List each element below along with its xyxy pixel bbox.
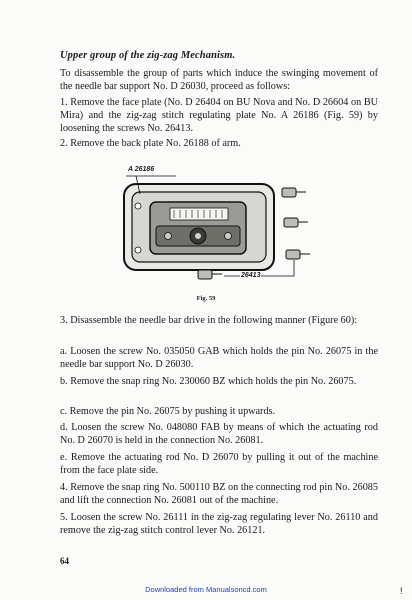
step-1: 1. Remove the face plate (No. D 26404 on BU Nova and No. D 26604 on BU Mira) and the zig-zag stitch regulating plate No. A 26186 (Fig. 59) by loosening the screws No. 26413. xyxy=(60,97,378,135)
figure-label-screw-number: 26413 xyxy=(241,272,261,279)
face-plate-illustration xyxy=(116,164,316,292)
step-3c: c. Remove the pin No. 26075 by pushing it upwards. xyxy=(60,406,276,417)
figure-caption: Fig. 59 xyxy=(196,295,216,302)
step-4: 4. Remove the snap ring No. 500110 BZ on the connecting rod pin No. 26085 and lift the connection No. 26081 out of the machine. xyxy=(60,482,378,507)
section-heading: Upper group of the zig-zag Mechanism. xyxy=(60,50,236,61)
step-3a: a. Loosen the screw No. 035050 GAB which holds the pin No. 26075 in the needle bar support No. D 26030. xyxy=(60,346,378,371)
download-source-link[interactable]: Downloaded from Manualsoncd.com xyxy=(145,585,267,594)
step-5: 5. Loosen the screw No. 26111 in the zig-zag regulating lever No. 26110 and remove the zig-zag stitch control lever No. 26121. xyxy=(60,512,378,537)
figure-label-part-number: A 26186 xyxy=(128,166,155,173)
step-3: 3. Disassemble the needle bar drive in the following manner (Figure 60): xyxy=(60,315,358,326)
step-3b: b. Remove the snap ring No. 230060 BZ which holds the pin No. 26075. xyxy=(60,376,357,387)
intro-paragraph: To disassemble the group of parts which induce the swinging movement of the needle bar support No. D 26030, proceed as follows: xyxy=(60,68,378,93)
page-number: 64 xyxy=(60,556,69,566)
margin-mark: ! xyxy=(400,586,403,596)
step-3e: e. Remove the actuating rod No. D 26070 by pulling it out of the machine from the face plate side. xyxy=(60,452,378,477)
step-3d: d. Loosen the screw No. 048080 FAB by means of which the actuating rod No. D 26070 is held in the connection No. 26081. xyxy=(60,422,378,447)
step-2: 2. Remove the back plate No. 26188 of arm. xyxy=(60,138,241,149)
